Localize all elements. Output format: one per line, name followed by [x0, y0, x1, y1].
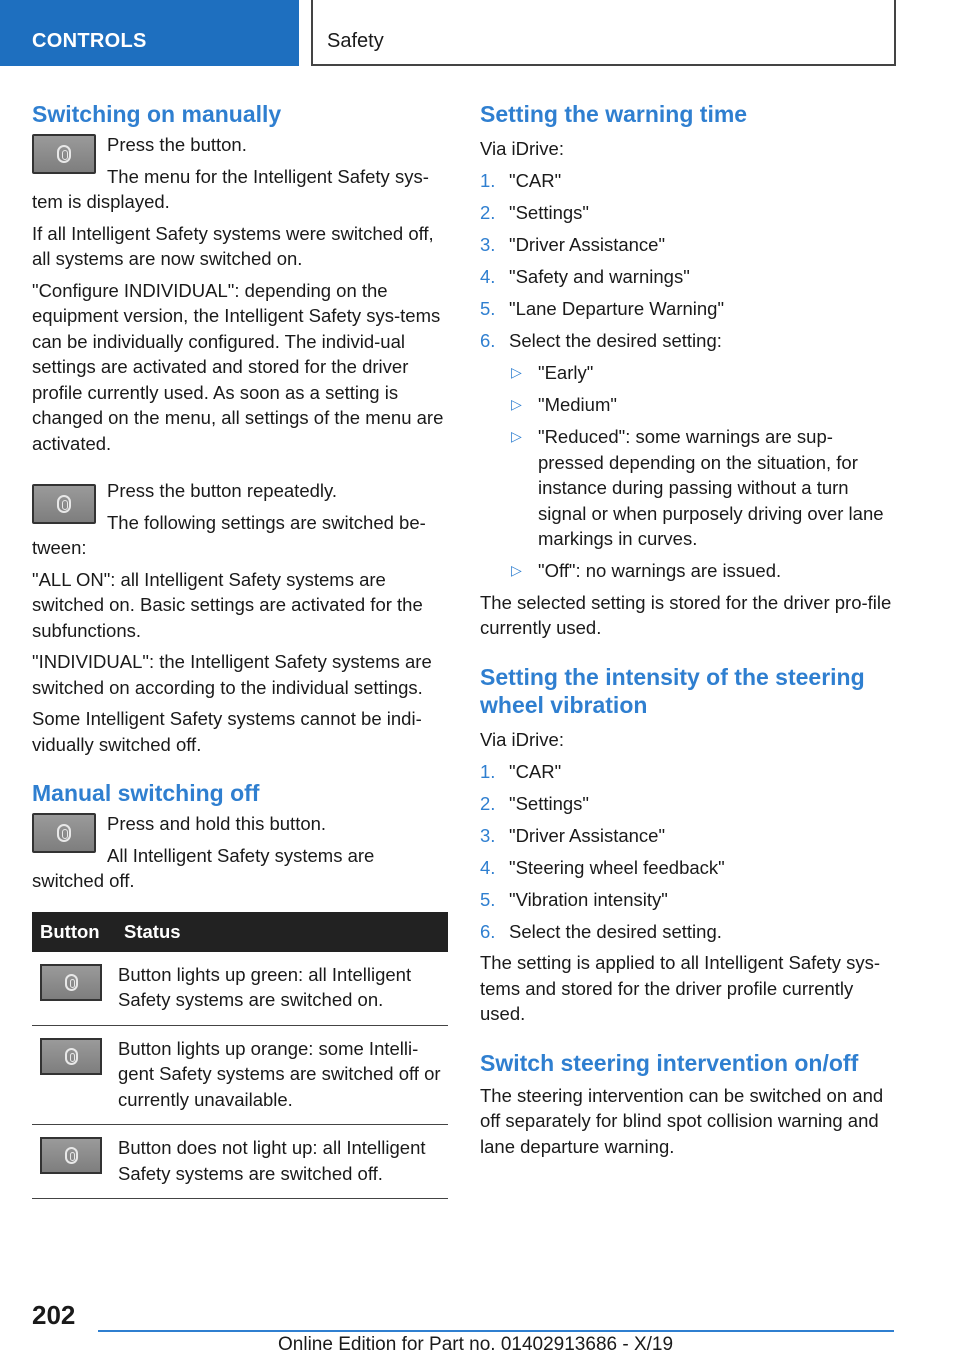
intelligent-safety-button-icon [32, 134, 96, 174]
warning-via: Via iDrive: [480, 138, 564, 159]
list-item: 5. "Vibration intensity" [480, 888, 668, 910]
list-item: 3. "Driver Assistance" [480, 234, 666, 255]
button-off-icon [40, 1137, 102, 1174]
vibration-via: Via iDrive: [480, 728, 564, 750]
table-row [32, 1025, 448, 1125]
list-item: 6. Select the desired setting: ▷ "Early" ▷ "Medium" ▷ "Reduced": some warnings are sup-pressed depending on the situation, for instance during passing without a turn signal or when purposely driving over lane markings in curves. ▷ "Off": no warnings are issued. [480, 328, 896, 584]
status-text: Button lights up green: all Intelligent Safety systems are switched on. [118, 952, 448, 1026]
button-orange-icon [40, 1038, 102, 1075]
table-header-row [32, 912, 448, 952]
repeat-text-1: Press the button repeatedly. [107, 480, 338, 501]
repeat-text-4: "INDIVIDUAL": the Intelligent Safety systems are switched on according to the individual settings. [32, 651, 432, 698]
list-item: 6. Select the desired setting. [480, 920, 722, 942]
on-text-3: If all Intelligent Safety systems were switched off, all systems are now switched on. [32, 222, 434, 269]
vibration-note: The setting is applied to all Intelligent Safety sys-tems and stored for the driver profile currently used. [480, 952, 881, 1024]
triangle-bullet-icon: ▷ [511, 364, 522, 380]
button-instruction-off [32, 807, 448, 894]
on-text-1: Press the button. [107, 134, 247, 155]
warning-note: The selected setting is stored for the driver pro-file currently used. [480, 591, 892, 638]
vibration-steps [480, 759, 896, 945]
triangle-bullet-icon: ▷ [511, 396, 522, 412]
section-tab-controls [0, 0, 299, 66]
warning-options [509, 360, 896, 584]
repeat-text-5: Some Intelligent Safety systems cannot be indi-vidually switched off. [32, 708, 422, 755]
heading-warning-time: Setting the warning time [480, 101, 748, 127]
off-text-2: All Intelligent Safety systems are switched off. [32, 844, 375, 891]
left-column [32, 100, 448, 1199]
table-row [32, 1125, 448, 1199]
right-column [480, 100, 896, 1159]
column-header-button: Button [32, 912, 118, 952]
heading-vibration: Setting the intensity of the steering wheel vibration [480, 663, 865, 718]
page-number: 202 [32, 1300, 76, 1330]
intelligent-safety-button-icon [32, 484, 96, 524]
list-item: 4. "Safety and warnings" [480, 266, 690, 287]
repeat-text-3: "ALL ON": all Intelligent Safety systems are switched on. Basic settings are activated for the subfunctions. [32, 568, 423, 641]
section-title: CONTROLS [32, 30, 147, 52]
steering-text: The steering intervention can be switched on and off separately for blind spot collision warning and lane departure warning. [480, 1084, 884, 1157]
list-item: 3. "Driver Assistance" [480, 824, 666, 846]
footer-divider [98, 1330, 894, 1332]
list-item: ▷ "Early" [509, 360, 896, 386]
list-item: 2. "Settings" [480, 202, 589, 223]
intelligent-safety-button-icon [32, 813, 96, 853]
list-item: ▷ "Off": no warnings are issued. [509, 558, 896, 584]
list-item: ▷ "Reduced": some warnings are sup-pressed depending on the situation, for instance during passing without a turn signal or when purposely driving over lane markings in curves. [511, 426, 884, 549]
warning-steps [480, 168, 896, 584]
list-item: ▷ "Medium" [509, 392, 896, 418]
button-status-table [32, 912, 448, 1200]
heading-switching-off: Manual switching off [32, 780, 260, 806]
topic-header [311, 0, 896, 66]
status-text: Button does not light up: all Intelligent Safety systems are switched off. [118, 1125, 448, 1199]
heading-switching-on: Switching on manually [32, 101, 282, 127]
list-item: 1. "CAR" [480, 760, 562, 782]
button-green-icon [40, 964, 102, 1001]
list-item: 2. "Settings" [480, 792, 589, 814]
list-item: 4. "Steering wheel feedback" [480, 856, 725, 878]
button-instruction-repeat [32, 478, 448, 561]
column-header-status: Status [118, 912, 448, 952]
topic-title: Safety [327, 30, 384, 52]
triangle-bullet-icon: ▷ [511, 562, 522, 578]
off-text-1: Press and hold this button. [107, 813, 327, 834]
heading-steering-intervention: Switch steering intervention on/off [480, 1049, 859, 1076]
footer-text: Online Edition for Part no. 01402913686 - X/19 [278, 1334, 674, 1355]
status-text: Button lights up orange: some Intelli-gent Safety systems are switched off or currently unavailable. [118, 1025, 448, 1125]
list-item: 5. "Lane Departure Warning" [480, 298, 725, 319]
repeat-text-2: The following settings are switched be-tween: [32, 511, 426, 558]
triangle-bullet-icon: ▷ [511, 428, 522, 444]
on-text-2: The menu for the Intelligent Safety sys-tem is displayed. [32, 165, 429, 212]
table-row [32, 952, 448, 1026]
list-item: 1. "CAR" [480, 170, 562, 191]
on-text-4: "Configure INDIVIDUAL": depending on the equipment version, the Intelligent Safety sys-tems can be individually configured. The individ-ual settings are activated and stored for the driver profile currently used. As soon as a setting is changed on the menu, all settings of the menu are activated. [32, 279, 444, 454]
button-instruction-on [32, 128, 448, 215]
